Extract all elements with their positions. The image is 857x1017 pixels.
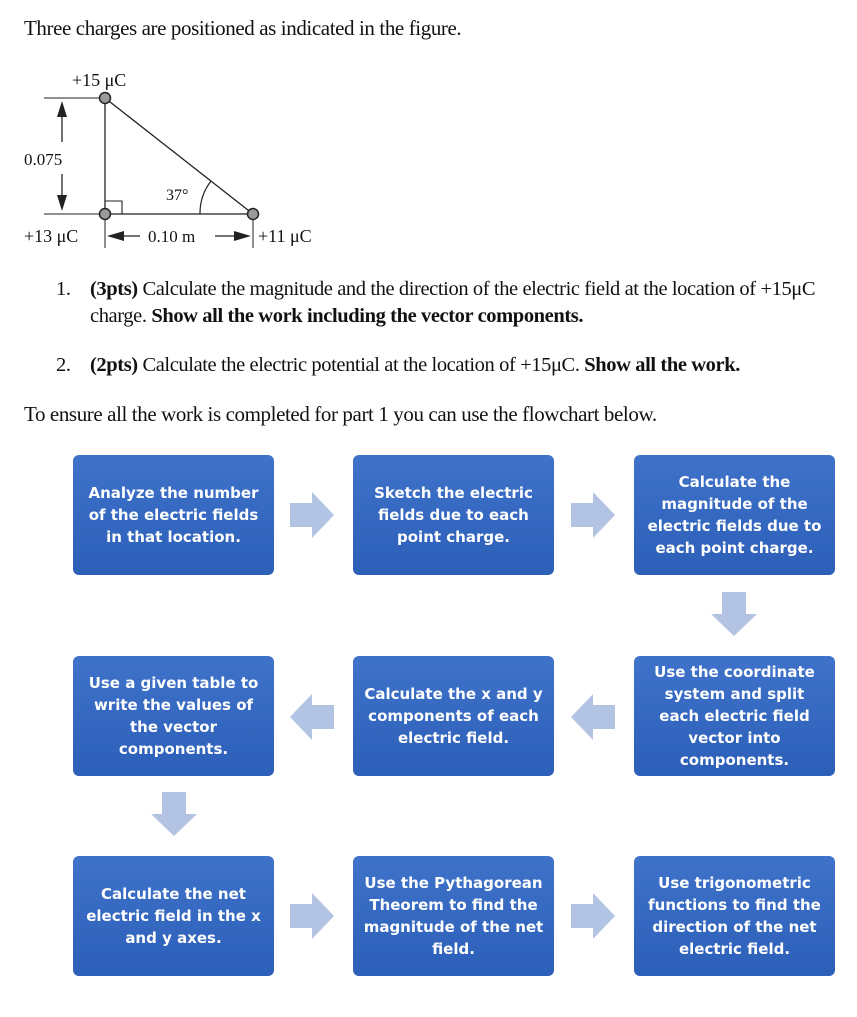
charge-bottom-right <box>248 209 259 220</box>
question-2-emphasis: Show all the work. <box>584 354 740 376</box>
label-charge-top: +15 μC <box>72 70 127 90</box>
arrow-down-icon <box>151 792 197 836</box>
arrow-left-icon <box>290 694 334 740</box>
flowchart-step-9: Use trigonometric functions to find the direction of the net electric field. <box>634 856 835 976</box>
arrow-down-icon <box>711 592 757 636</box>
vertical-dimension-arrowhead-down <box>57 195 67 211</box>
arrow-right-icon <box>290 893 334 939</box>
flowchart-step-7: Calculate the net electric field in the x and y axes. <box>73 856 274 976</box>
flowchart-step-1: Analyze the number of the electric fields in that location. <box>73 455 274 575</box>
charge-top <box>100 93 111 104</box>
label-vertical-distance: 0.075 <box>24 150 63 169</box>
flowchart-step-2: Sketch the electric fields due to each point charge. <box>353 455 554 575</box>
flowchart-step-6: Use a given table to write the values of the vector components. <box>73 656 274 776</box>
flowchart-step-3: Calculate the magnitude of the electric fields due to each point charge. <box>634 455 835 575</box>
flowchart-step-5: Calculate the x and y components of each electric field. <box>353 656 554 776</box>
label-charge-bottom-right: +11 μC <box>258 226 312 246</box>
flowchart-step-8: Use the Pythagorean Theorem to find the magnitude of the net field. <box>353 856 554 976</box>
intro-text: Three charges are positioned as indicated in the figure. <box>24 16 462 40</box>
question-2-number: 2. <box>56 354 71 376</box>
horizontal-dimension-arrowhead-right <box>234 231 251 241</box>
arrow-right-icon <box>571 893 615 939</box>
charge-diagram <box>20 64 340 254</box>
question-1-number: 1. <box>56 278 71 300</box>
flowchart-step-4: Use the coordinate system and split each electric field vector into components. <box>634 656 835 776</box>
flowchart-intro: To ensure all the work is completed for part 1 you can use the flowchart below. <box>24 402 657 426</box>
angle-arc <box>200 181 211 214</box>
question-1-emphasis: Show all the work including the vector components. <box>151 305 584 327</box>
arrow-right-icon <box>290 492 334 538</box>
arrow-right-icon <box>571 492 615 538</box>
horizontal-dimension-arrowhead-left <box>107 231 124 241</box>
question-1-text: Calculate the magnitude and the direction of the electric field at the location of +15μC charge. <box>90 278 816 327</box>
vertical-dimension-arrowhead-up <box>57 101 67 117</box>
question-2-points: (2pts) <box>90 354 138 376</box>
label-horizontal-distance: 0.10 m <box>148 227 196 246</box>
label-charge-bottom-left: +13 μC <box>24 226 79 246</box>
question-2-text: Calculate the electric potential at the location of +15μC. <box>142 354 580 376</box>
question-1-points: (3pts) <box>90 278 138 300</box>
label-angle: 37° <box>166 187 189 204</box>
arrow-left-icon <box>571 694 615 740</box>
charge-bottom-left <box>100 209 111 220</box>
